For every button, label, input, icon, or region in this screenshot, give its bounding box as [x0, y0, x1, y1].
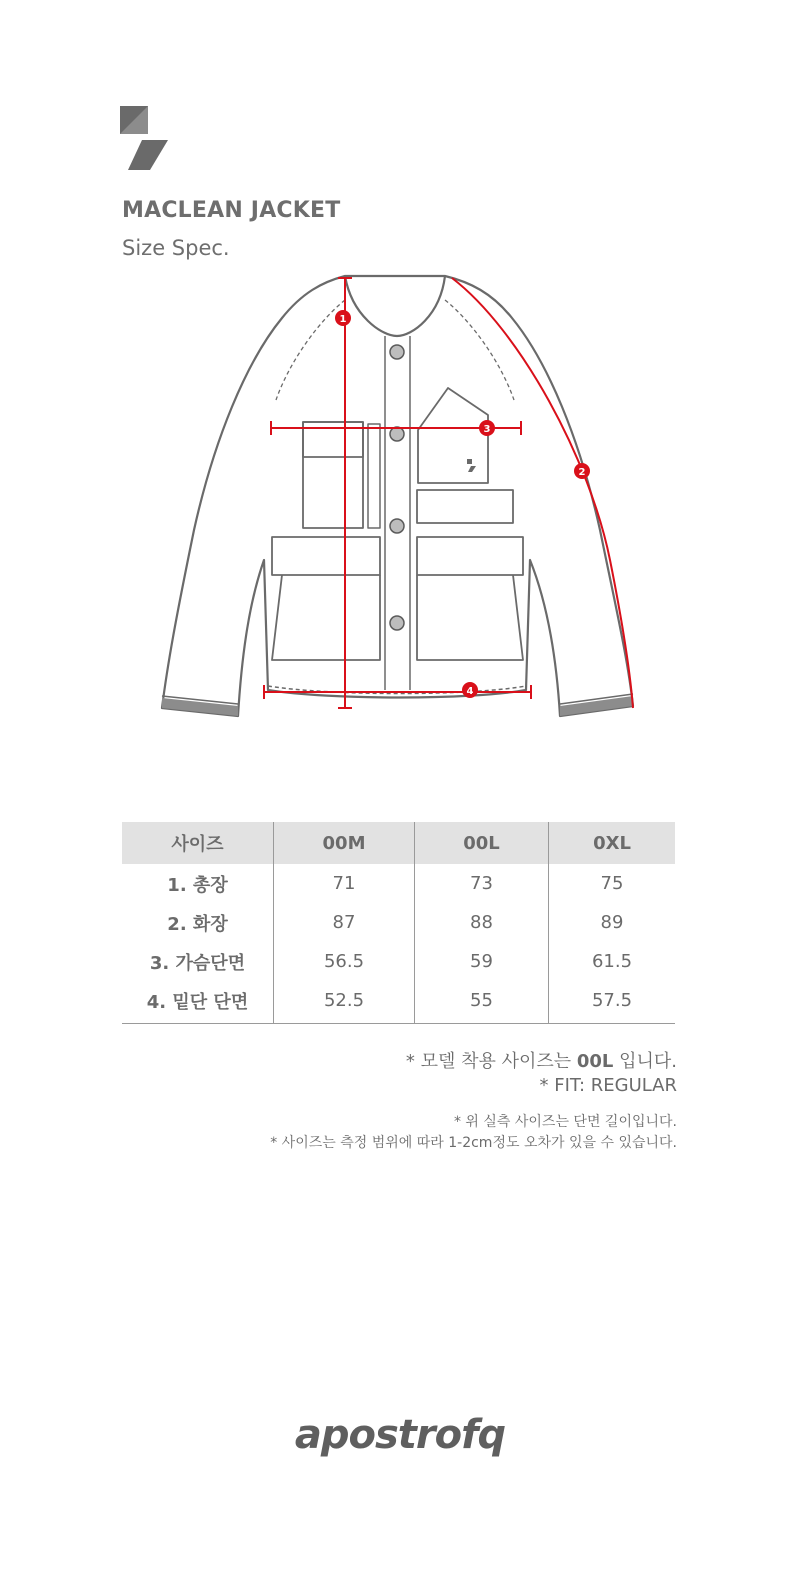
marker-3 [479, 420, 495, 436]
row-label: 1. 총장 [167, 874, 228, 896]
cell-value: 56.5 [274, 942, 415, 981]
column-header-00l: 00L [415, 822, 549, 864]
marker-1 [335, 310, 351, 326]
column-header-00m: 00M [274, 822, 415, 864]
model-size-note [270, 1050, 677, 1074]
cell-value: 57.5 [549, 981, 676, 1024]
brand-mark-icon [120, 106, 170, 172]
svg-text:3: 3 [483, 424, 491, 435]
fit-note: * FIT: REGULAR [539, 1075, 677, 1096]
row-label: 3. 가슴단면 [149, 952, 246, 974]
cell-value: 75 [549, 864, 676, 903]
svg-text:4: 4 [466, 686, 474, 697]
svg-text:2: 2 [578, 467, 586, 478]
cell-value: 88 [415, 903, 549, 942]
cell-value: 52.5 [274, 981, 415, 1024]
cell-value: 55 [415, 981, 549, 1024]
measurement-note: * 위 실측 사이즈는 단면 길이입니다. [453, 1114, 677, 1130]
column-header-size: 사이즈 [122, 822, 274, 864]
size-spec-subtitle: Size Spec. [122, 236, 230, 260]
tolerance-note: * 사이즈는 측정 범위에 따라 1-2cm정도 오차가 있을 수 있습니다. [270, 1135, 677, 1151]
marker-4 [462, 682, 478, 698]
cell-value: 61.5 [549, 942, 676, 981]
brand-wordmark: apostrofq [294, 1412, 506, 1458]
table-row [122, 942, 675, 981]
cell-value: 89 [549, 903, 676, 942]
svg-text:1: 1 [339, 314, 347, 325]
column-header-0xl: 0XL [549, 822, 676, 864]
cell-value: 71 [274, 864, 415, 903]
row-label: 4. 밑단 단면 [122, 981, 274, 1024]
row-label: 2. 화장 [167, 913, 228, 935]
table-row [122, 864, 675, 903]
product-title: MACLEAN JACKET [122, 198, 341, 223]
jacket-measurement-diagram [150, 268, 650, 720]
cell-value: 87 [274, 903, 415, 942]
table-row [122, 981, 675, 1024]
marker-2 [574, 463, 590, 479]
table-row [122, 903, 675, 942]
cell-value: 73 [415, 864, 549, 903]
brand-logo [0, 1412, 800, 1458]
table-header-row [122, 822, 675, 864]
model-note-suffix: 입니다. [613, 1051, 677, 1072]
model-size-value: 00L [576, 1051, 614, 1072]
size-notes [270, 1050, 677, 1154]
model-note-prefix: * 모델 착용 사이즈는 [405, 1051, 577, 1072]
cell-value: 59 [415, 942, 549, 981]
size-spec-table [122, 822, 675, 1024]
